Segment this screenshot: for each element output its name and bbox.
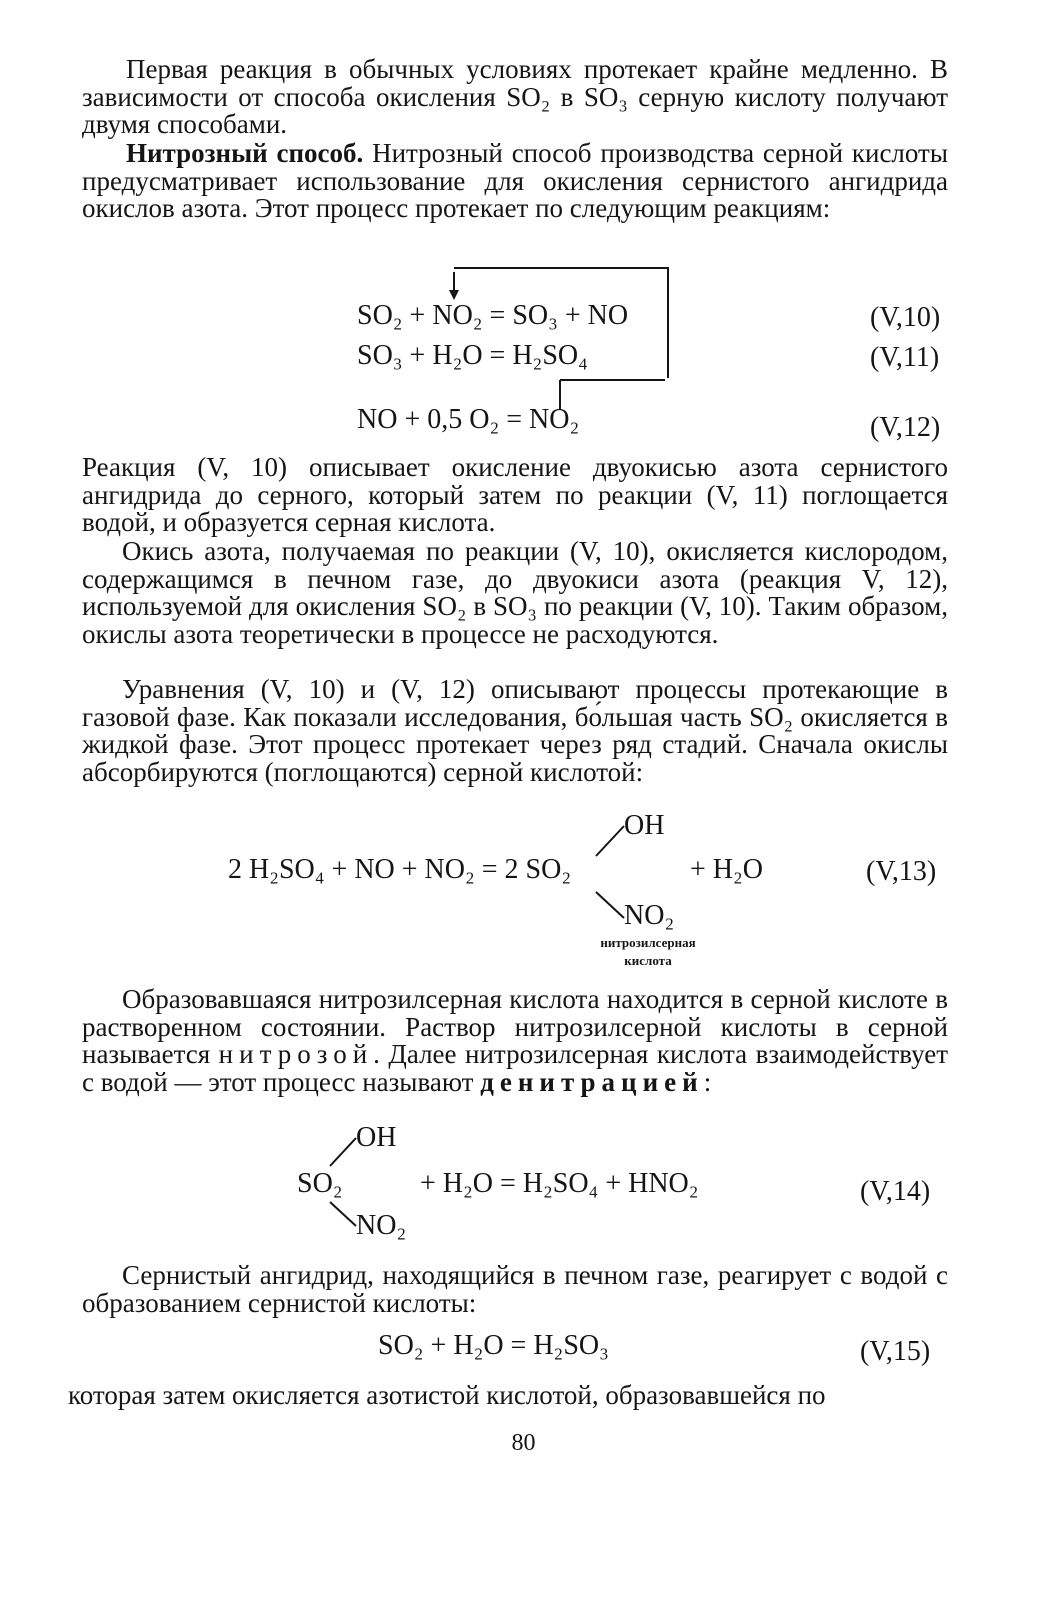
equation-v14-right: + H₂O = H₂SO₄ + HNO₂ — [420, 1168, 699, 1199]
paragraph-5: Уравнения (V, 10) и (V, 12) описывают процессы протекающие в газовой фазе. Как показали исследования, бо́льшая часть SO₂ окисляется в жидкой фазе. Этот процесс протекает через ряд стадий. Сначала окислы абсорбируются (поглощаются) серной кислотой: — [82, 674, 948, 787]
equation-number-v13: (V,13) — [866, 856, 937, 887]
equation-v13-no2: NO₂ — [624, 900, 675, 931]
equation-v12: NO + 0,5 O₂ = NO₂ — [357, 404, 580, 435]
section-heading: Нитрозный способ. — [126, 138, 364, 168]
term-nitroza: нитрозой — [218, 1039, 374, 1069]
page-number: 80 — [511, 1430, 536, 1456]
equation-v14-no2: NO₂ — [356, 1210, 407, 1241]
equation-v13-right: + H₂O — [690, 854, 763, 885]
equation-number-v12: (V,12) — [870, 412, 941, 443]
term-denitration: денитрацией — [480, 1066, 704, 1097]
paragraph-6-b: . Далее нитрозилсерная кислота взаимодействует с водой — этот процесс называют — [82, 1039, 948, 1097]
caption-nitrosylsulfuric-2: кислота — [624, 953, 672, 968]
equation-v10: SO₂ + NO₂ = SO₃ + NO — [357, 300, 629, 331]
paragraph-4: Окись азота, получаемая по реакции (V, 10), окисляется кислородом, содержащимся в печном газе, до двуокиси азота (реакция V, 12), используемой для окисления SO₂ в SO₃ по реакции (V, 10). Таким образом, окислы азота теоретически в процессе не расходуются. — [82, 536, 948, 649]
equation-number-v10: (V,10) — [870, 302, 941, 333]
paragraph-3: Реакция (V, 10) описывает окисление двуокисью азота сернистого ангидрида до серного, который затем по реакции (V, 11) поглощается водой, и образуется серная кислота. — [82, 452, 948, 537]
equation-v14-oh: OH — [356, 1122, 397, 1153]
paragraph-6-c: : — [703, 1066, 712, 1097]
equation-number-v11: (V,11) — [870, 342, 940, 373]
equation-v13-oh: OH — [624, 810, 665, 841]
equation-v13-left: 2 H₂SO₄ + NO + NO₂ = 2 SO₂ — [228, 854, 572, 885]
equation-number-v14: (V,14) — [860, 1176, 931, 1207]
equation-v15: SO₂ + H₂O = H₂SO₃ — [378, 1330, 609, 1361]
caption-nitrosylsulfuric-1: нитрозилсерная — [600, 935, 696, 950]
equation-v14-so2: SO₂ — [297, 1168, 343, 1199]
paragraph-6-a: Образовавшаяся нитрозилсерная кислота находится в серной кислоте в растворенном состоянии. Раствор нитрозилсерной кислоты в серной называется — [82, 984, 948, 1069]
equation-number-v15: (V,15) — [860, 1336, 931, 1367]
paragraph-8: которая затем окисляется азотистой кислотой, образовавшейся по — [68, 1380, 826, 1410]
paragraph-7: Сернистый ангидрид, находящийся в печном газе, реагирует с водой с образованием сернистой кислоты: — [82, 1260, 948, 1318]
equation-v11: SO₃ + H₂O = H₂SO₄ — [357, 340, 588, 371]
paragraph-1: Первая реакция в обычных условиях протекает крайне медленно. В зависимости от способа окисления SO₂ в SO₃ серную кислоту получают двумя способами. — [82, 54, 948, 139]
paragraph-2-text: Нитрозный способ производства серной кислоты предусматривает использование для окисления сернистого ангидрида окислов азота. Этот процесс протекает по следующим реакциям: — [82, 138, 948, 223]
